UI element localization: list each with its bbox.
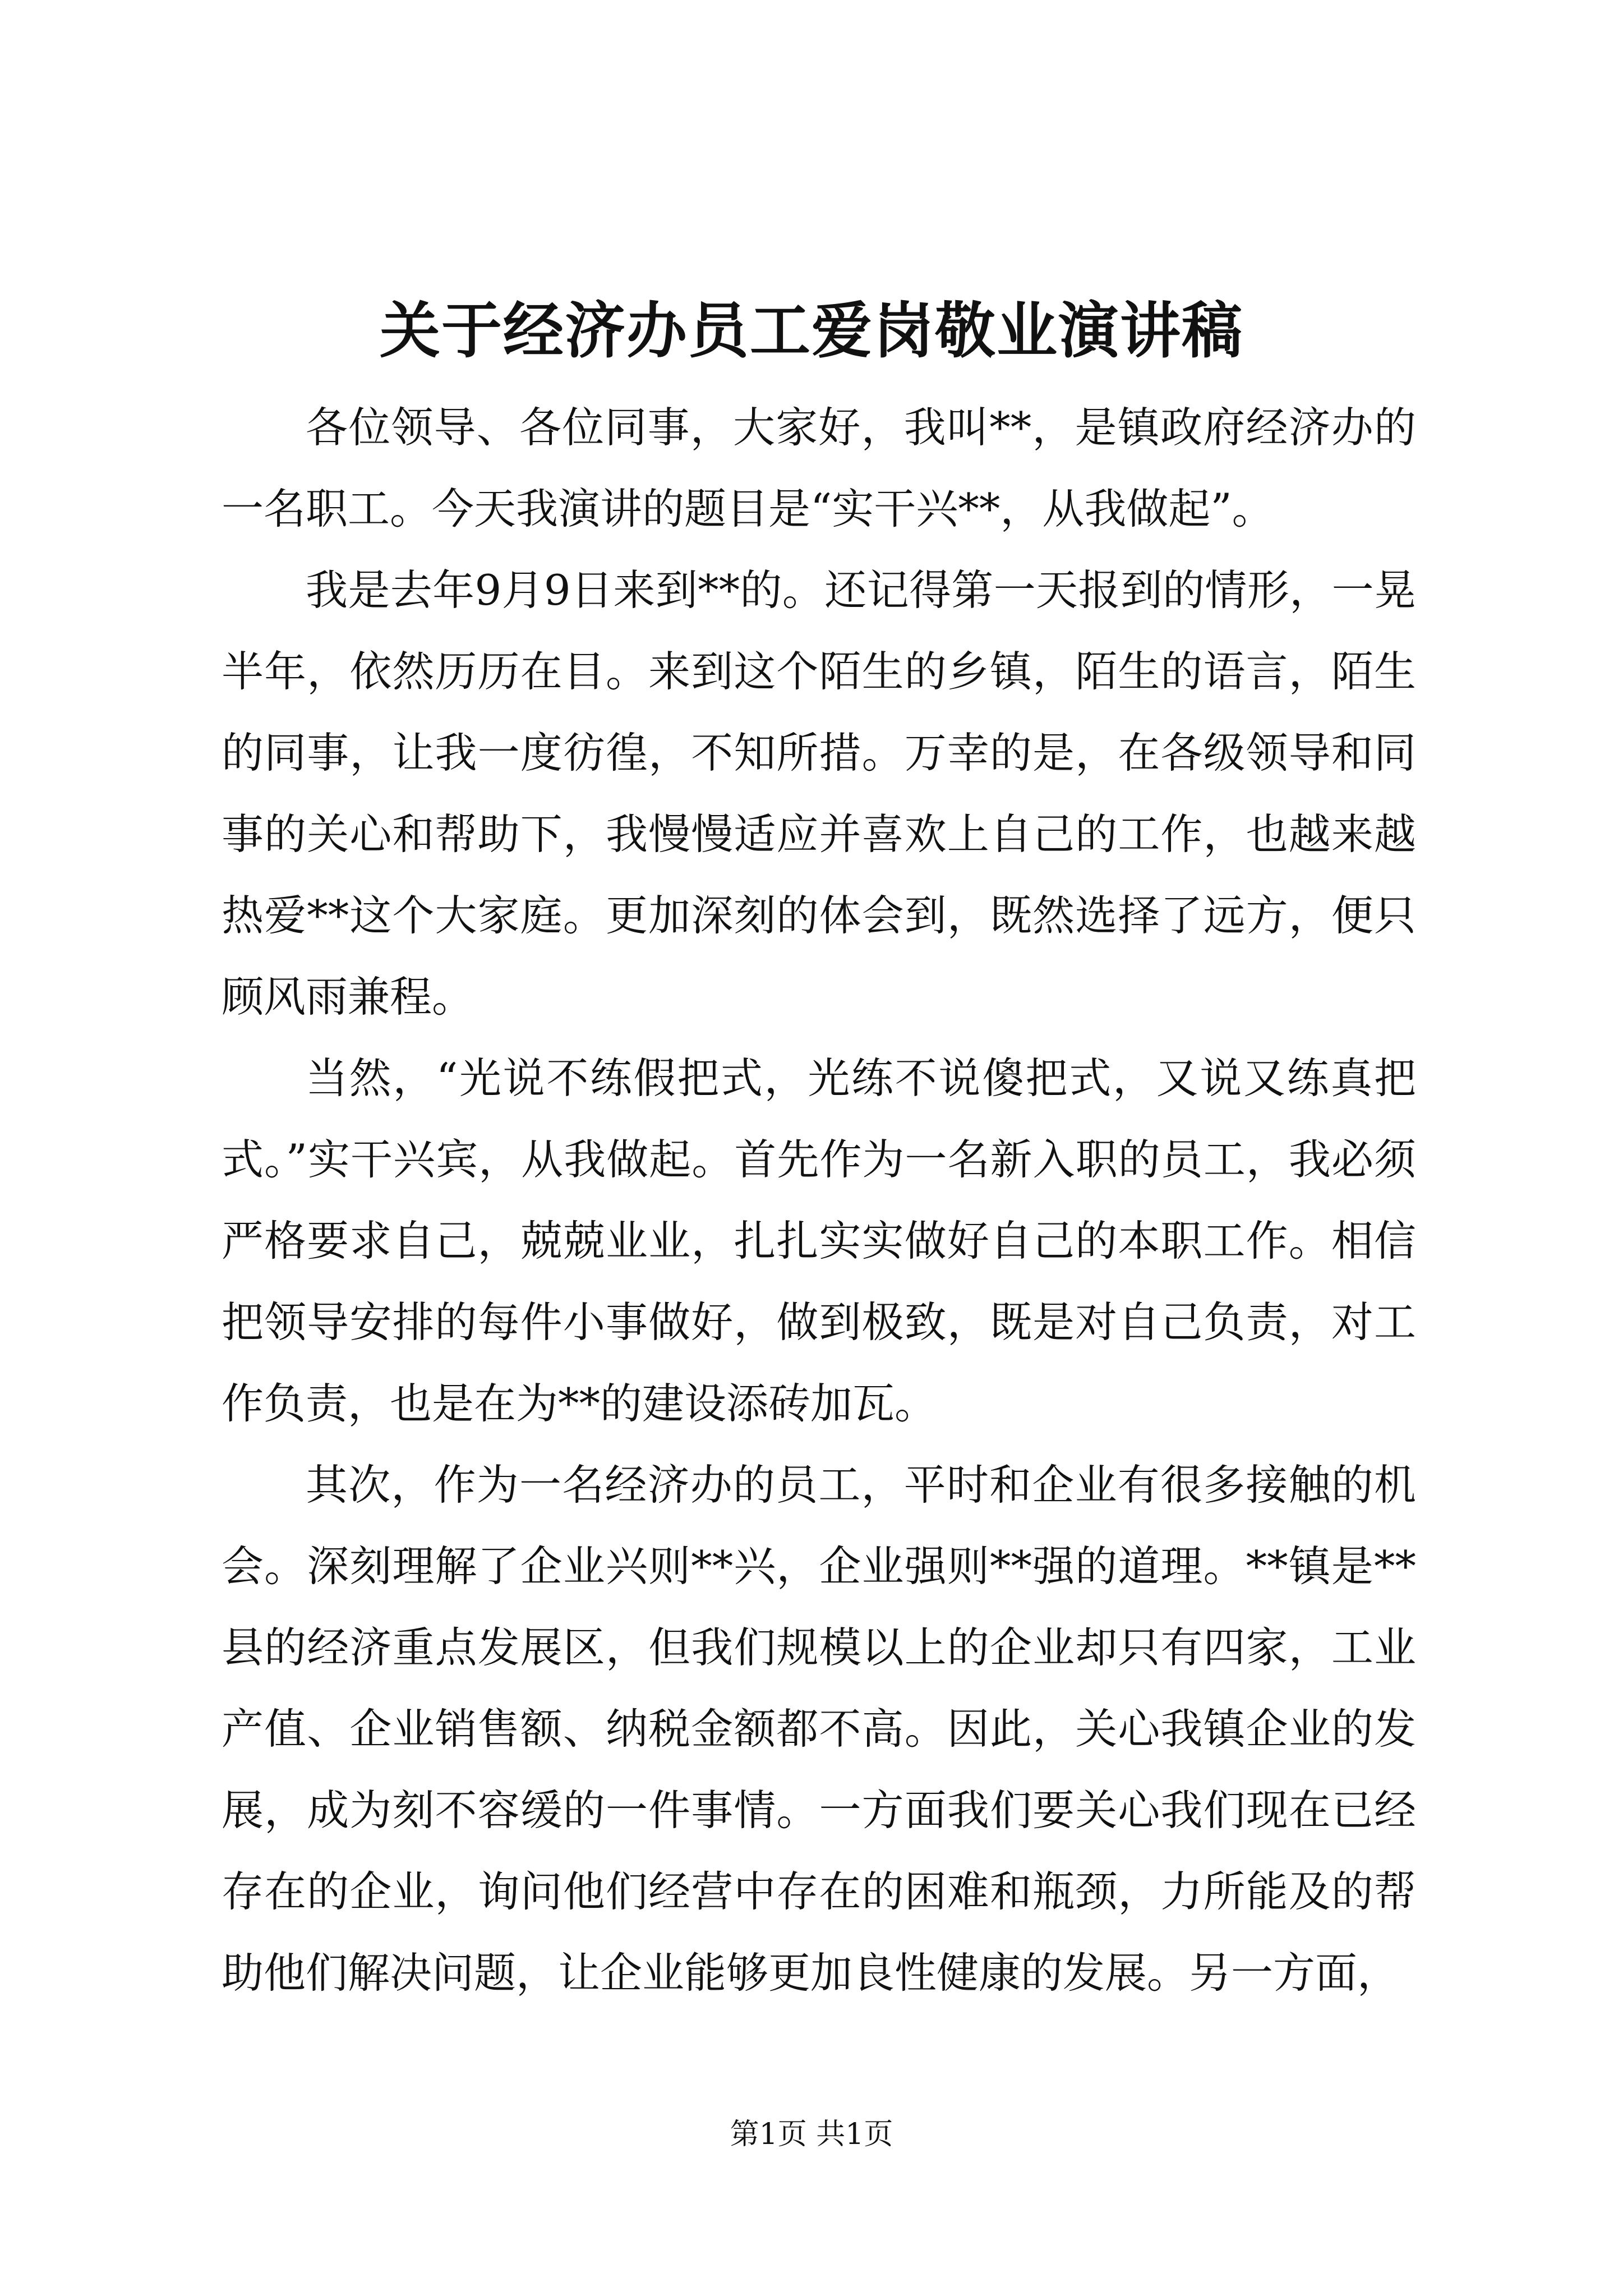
page-number-footer: 第1页 共1页	[730, 2118, 893, 2151]
paragraph-arrival: 我是去年9月9日来到**的。还记得第一天报到的情形，一晃半年，依然历历在目。来到这个陌生的乡镇，陌生的语言，陌生的同事，让我一度彷徨，不知所措。万幸的是，在各级领导和同事的关心和帮助下，我慢慢适应并喜欢上自己的工作，也越来越热爱**这个大家庭。更加深刻的体会到，既然选择了远方，便只顾风雨兼程。	[222, 565, 1416, 1022]
paragraph-greeting: 各位领导、各位同事，大家好，我叫**，是镇政府经济办的一名职工。今天我演讲的题目是“实干兴**，从我做起”。	[222, 403, 1416, 533]
document-body	[222, 387, 1416, 2014]
paragraph-practice: 当然，“光说不练假把式，光练不说傻把式，又说又练真把式。”实干兴宾，从我做起。首先作为一名新入职的员工，我必须严格要求自己，兢兢业业，扎扎实实做好自己的本职工作。相信把领导安排的每件小事做好，做到极致，既是对自己负责，对工作负责，也是在为**的建设添砖加瓦。	[222, 1053, 1416, 1428]
document-title: 关于经济办员工爱岗敬业演讲稿	[379, 296, 1243, 366]
paragraph-enterprise: 其次，作为一名经济办的员工，平时和企业有很多接触的机会。深刻理解了企业兴则**兴，企业强则**强的道理。**镇是**县的经济重点发展区，但我们规模以上的企业却只有四家，工业产值、企业销售额、纳税金额都不高。因此，关心我镇企业的发展，成为刻不容缓的一件事情。一方面我们要关心我们现在已经存在的企业，询问他们经营中存在的困难和瓶颈，力所能及的帮助他们解决问题，让企业能够更加良性健康的发展。另一方面，	[222, 1460, 1416, 1998]
